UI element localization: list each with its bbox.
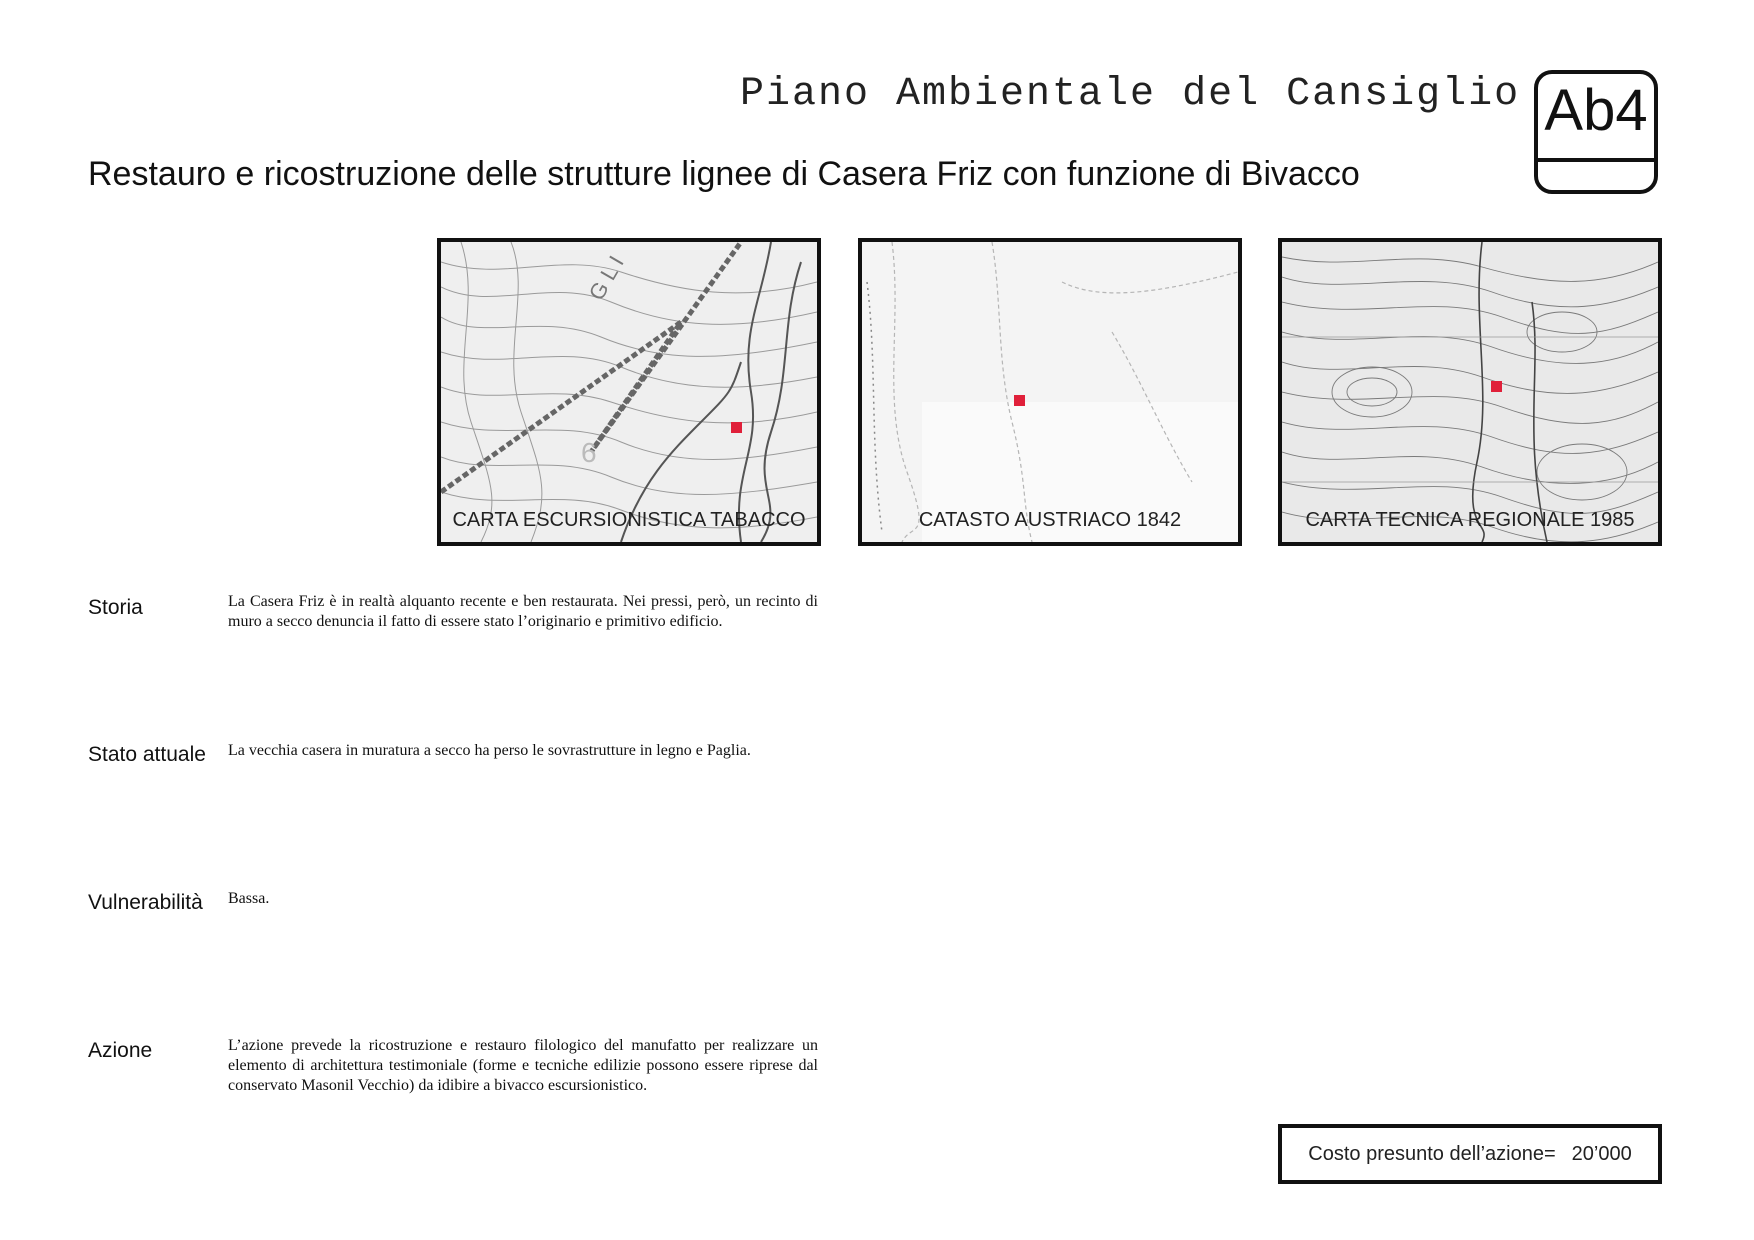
cost-value: 20’000	[1571, 1142, 1632, 1165]
map-carta-tecnica	[1278, 238, 1662, 546]
location-marker	[1491, 381, 1502, 392]
location-marker	[731, 422, 742, 433]
section-text-vulnerabilita: Bassa.	[228, 890, 270, 907]
svg-text:6: 6	[581, 437, 597, 468]
map-caption-tabacco: CARTA ESCURSIONISTICA TABACCO	[452, 509, 806, 531]
map-caption-catasto: CATASTO AUSTRIACO 1842	[918, 509, 1182, 531]
map-tabacco-image	[441, 242, 817, 542]
page-title: Restauro e ricostruzione delle strutture lignee di Casera Friz con funzione di Bivacco	[88, 155, 1360, 193]
map-catasto-austriaco	[858, 238, 1242, 546]
section-text-stato-attuale: La vecchia casera in muratura a secco ha perso le sovrastrutture in legno e Paglia.	[228, 742, 751, 759]
map-catasto-image	[862, 242, 1238, 542]
location-marker	[1014, 395, 1025, 406]
cost-box	[1278, 1124, 1662, 1184]
map-carta-tecnica-image	[1282, 242, 1658, 542]
map-tabacco	[437, 238, 821, 546]
section-label-storia: Storia	[88, 596, 143, 619]
sheet-code-box	[1534, 70, 1658, 194]
svg-text:G L I: G L I	[583, 251, 629, 305]
section-text-storia: La Casera Friz è in realtà alquanto recente e ben restaurata. Nei pressi, però, un recinto di muro a secco denuncia il fatto di essere stato l’originario e primitivo edificio.	[228, 593, 818, 630]
section-label-azione: Azione	[88, 1039, 153, 1062]
sheet-code: Ab4	[1544, 78, 1648, 143]
section-label-stato-attuale: Stato attuale	[88, 743, 206, 766]
section-label-vulnerabilita: Vulnerabilità	[88, 891, 203, 914]
code-box-divider	[1538, 158, 1654, 162]
section-text-azione: L’azione prevede la ricostruzione e restauro filologico del manufatto per realizzare un elemento di architettura testimoniale (forme e tecniche edilizie possono essere riprese dal conservato Masonil Vecchio) da idibire a bivacco escursionistico.	[228, 1037, 818, 1094]
document-header-title: Piano Ambientale del Cansiglio	[740, 72, 1521, 117]
cost-label: Costo presunto dell’azione=	[1308, 1142, 1556, 1165]
map-caption-carta-tecnica: CARTA TECNICA REGIONALE 1985	[1305, 509, 1635, 531]
